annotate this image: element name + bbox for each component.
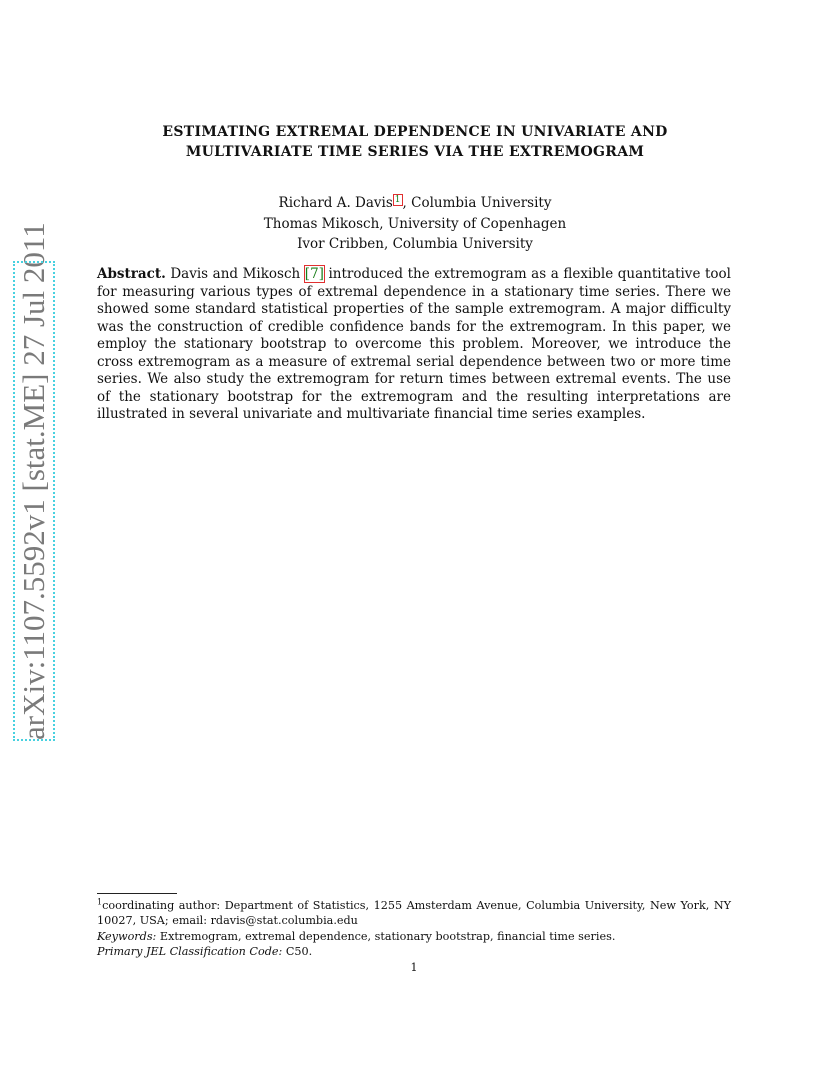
abstract <box>97 266 731 424</box>
jel-label: Primary JEL Classification Code: <box>97 945 283 958</box>
footnote-ref-link[interactable]: 1 <box>394 194 401 205</box>
paper-title <box>100 122 730 162</box>
jel-text: C50. <box>282 945 313 958</box>
author-line-3: Ivor Cribben, Columbia University <box>297 236 533 252</box>
author-line-2: Thomas Mikosch, University of Copenhagen <box>263 215 567 232</box>
arxiv-stamp-link[interactable]: arXiv:1107.5592v1 [stat.ME] 27 Jul 2011 <box>14 262 54 740</box>
jel-code <box>97 944 731 959</box>
keywords-text: Extremogram, extremal dependence, stationary bootstrap, financial time series. <box>156 930 616 943</box>
arxiv-stamp <box>14 222 54 740</box>
footnote <box>97 898 731 928</box>
footnote-mark: 1 <box>97 897 103 907</box>
footnote-divider <box>97 893 177 894</box>
page-number: 1 <box>410 961 418 974</box>
author-line-1 <box>200 193 630 214</box>
citation-link[interactable]: [7] <box>304 266 324 282</box>
title-line-2: MULTIVARIATE TIME SERIES VIA THE EXTREMOGRAM <box>185 144 645 160</box>
abstract-label: Abstract. <box>97 266 166 282</box>
footnote-text: coordinating author: Department of Statistics, 1255 Amsterdam Avenue, Columbia University, New York, NY 10027, USA; email: rdavis@stat.columbia.edu <box>97 899 731 927</box>
abstract-text-2: introduced the extremogram as a flexible quantitative tool for measuring various types of extremal dependence in a stationary time series. There we showed some standard statistical properties of the sample extremogram. A major difficulty was the construction of credible confidence bands for the extremogram. In this paper, we employ the stationary bootstrap to overcome this problem. Moreover, we introduce the cross extremogram as a measure of extremal serial dependence between two or more time series. We also study the extremogram for return times between extremal events. The use of the stationary bootstrap for the extremogram and the resulting interpretations are illustrated in several univariate and multivariate financial time series examples. <box>97 266 731 422</box>
author-name: Richard A. Davis <box>278 195 393 211</box>
author-affiliation: , Columbia University <box>402 195 552 211</box>
author-block <box>200 193 630 255</box>
keywords <box>97 929 731 944</box>
arxiv-stamp-rotator <box>14 222 54 740</box>
title-line-1: ESTIMATING EXTREMAL DEPENDENCE IN UNIVARIATE AND <box>162 124 668 140</box>
abstract-text-1: Davis and Mikosch <box>165 266 305 282</box>
keywords-label: Keywords: <box>97 930 157 943</box>
